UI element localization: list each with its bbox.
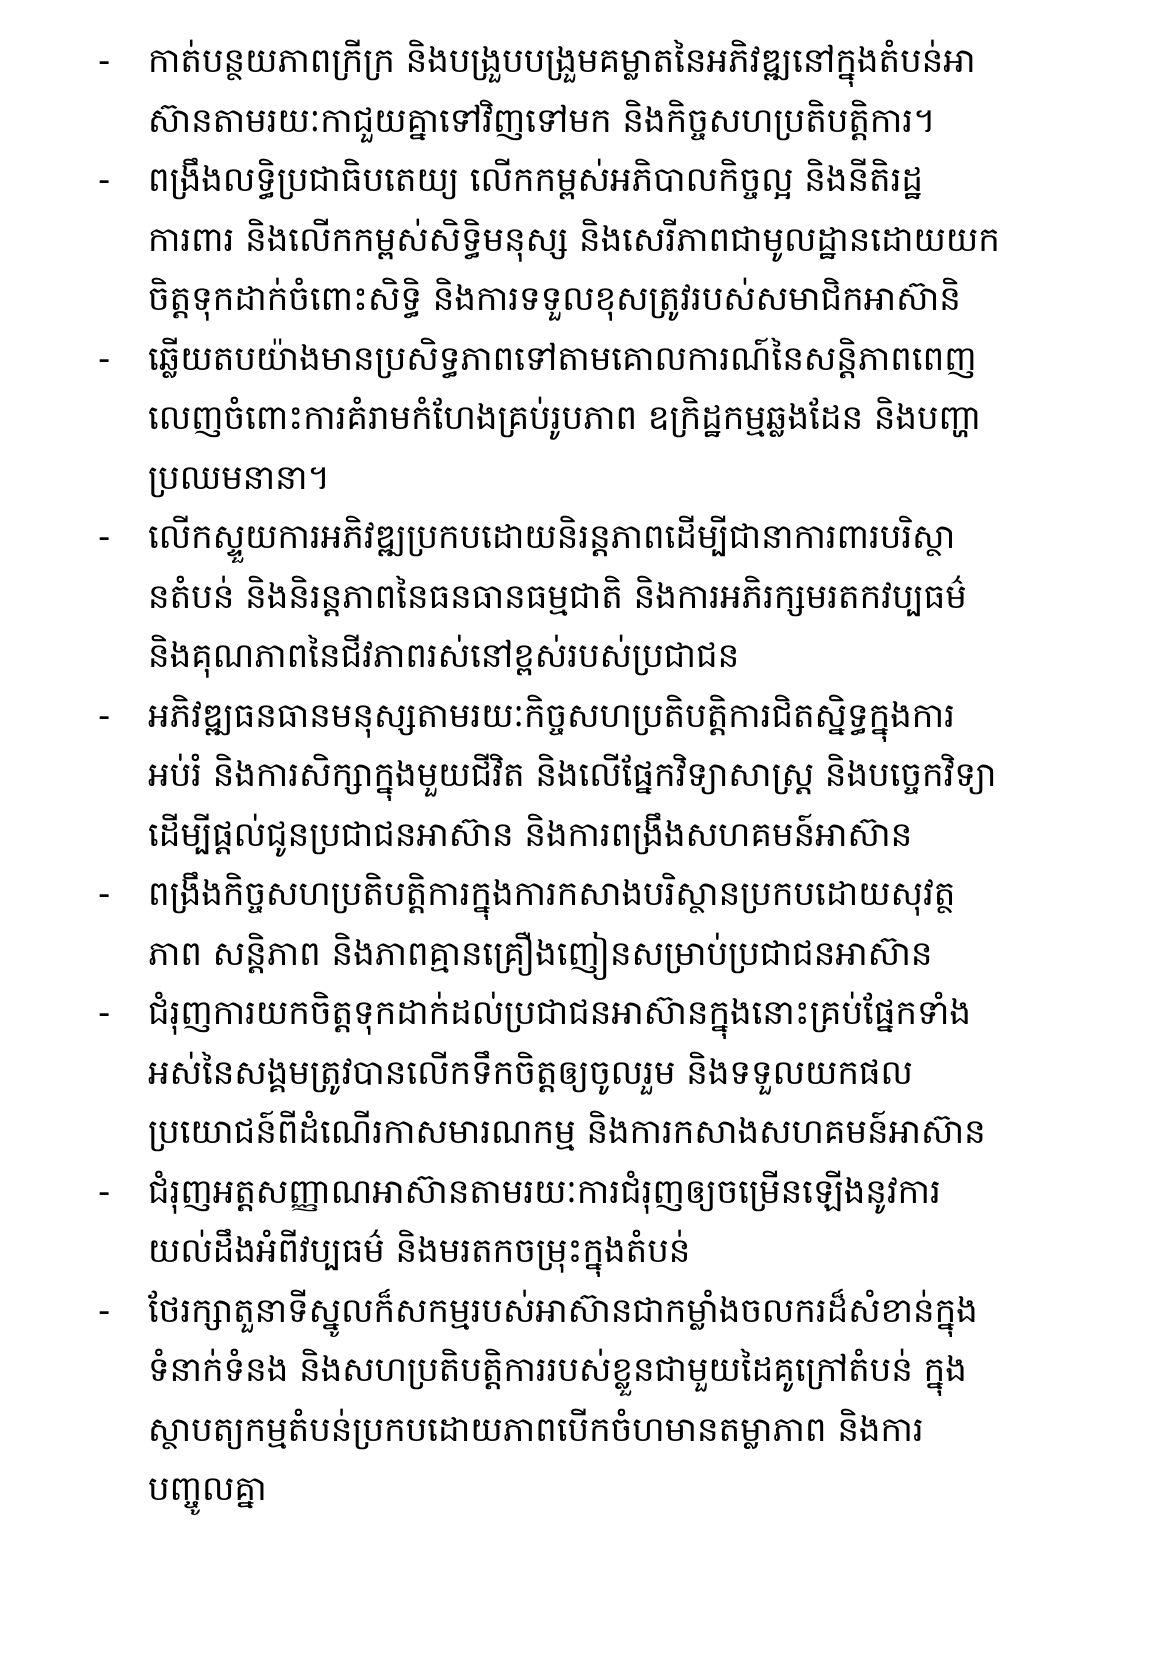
- list-item-text: ថែរក្សាតួនាទីស្នូលក៏សកម្មរបស់អាស៊ានជាកម្លាំងចលករដ៏សំខាន់ក្នុង ទំនាក់ទំនង និងសហប្រតិបត្តិការរបស់ខ្លួនជាមួយដៃគូក្រៅតំបន់ ក្នុង ស្ថាបត្យកម្មតំបន់ប្រកបដោយភាពបើកចំហមានតម្លាភាព និងការ បញ្ចូលគ្នា: [148, 1290, 978, 1509]
- bullet-marker: -: [98, 874, 111, 914]
- list-item: [0, 32, 1126, 151]
- bullet-marker: -: [98, 1171, 111, 1212]
- bullet-marker: -: [98, 1290, 111, 1331]
- list-item: [0, 687, 1126, 866]
- list-item: [0, 151, 1126, 330]
- list-item-text: អភិវឌ្ឍធនធានមនុស្សតាមរយៈកិច្ចសហប្រតិបត្តិការជិតស្និទ្ធក្នុងការ អប់រំ និងការសិក្សាក្នុងមួយជីវិត និងលើផ្នែកវិទ្យាសាស្ត្រ និងបច្ចេកវិទ្យា ដើម្បីផ្ដល់ជូនប្រជាជនអាស៊ាន និងការពង្រឹងសហគមន៍អាស៊ាន: [148, 695, 997, 855]
- list-item-text: ជំរុញការយកចិត្តទុកដាក់ដល់ប្រជាជនអាស៊ានក្នុងនោះគ្រប់ផ្នែកទាំង អស់នៃសង្គមត្រូវបានលើកទឹកចិត្តឲ្យចូលរួម និងទទួលយកផល ប្រយោជន៍ពីដំណើរកាសមារណកម្ម និងការកសាងសហគមន៍អាស៊ាន: [148, 993, 986, 1152]
- list-item-text: ពង្រឹងលទ្ធិប្រជាធិបតេយ្យ លើកកម្ពស់អភិបាលកិច្ចល្អ និងនីតិរដ្ឋ ការពារ និងលើកកម្ពស់សិទ្ធិមនុស្ស និងសេរីភាពជាមូលដ្ឋានដោយយក ចិត្តទុកដាក់ចំពោះសិទ្ធិ និងការទទួលខុសត្រូវរបស់សមាជិកអាស៊ានិ: [148, 160, 1000, 319]
- bullet-list: [0, 32, 1126, 1520]
- bullet-marker: -: [98, 41, 111, 81]
- list-item-text: លើកស្ទួយការអភិវឌ្ឍប្រកបដោយនិរន្តភាពដើម្បីជានាការពារបរិស្ថា នតំបន់ និងនិរន្តភាពនៃធនធានធម្មជាតិ និងការអភិរក្សមរតកវប្បធម៌ និងគុណភាពនៃជីវភាពរស់នៅខ្ពស់របស់ប្រជាជន: [148, 517, 967, 676]
- list-item: [0, 1282, 1126, 1520]
- list-item-text: ឆ្លើយតបយ៉ាងមានប្រសិទ្ធភាពទៅតាមគោលការណ៍នៃសន្តិភាពពេញ លេញចំពោះការគំរាមកំហែងគ្រប់រូបភាព ឧក្រិដ្ឋកម្មឆ្លងដែន និងបញ្ហា ប្រឈមនានា។: [148, 338, 982, 498]
- list-item: [0, 330, 1126, 509]
- list-item-text: កាត់បន្ថយភាពក្រីក្រ និងបង្រួបបង្រួមគម្លាតនៃអភិវឌ្ឍនៅក្នុងតំបន់អា ស៊ានតាមរយៈកាជួយគ្នាទៅវិញទៅមក និងកិច្ចសហប្រតិបត្តិការ។: [148, 41, 976, 141]
- list-item: [0, 508, 1126, 687]
- bullet-marker: -: [98, 338, 111, 379]
- list-item: [0, 984, 1126, 1163]
- list-item-text: ពង្រឹងកិច្ចសហប្រតិបត្តិការក្នុងការកសាងបរិស្ថានប្រកបដោយសុវត្ថ ភាព សន្តិភាព និងភាពគ្មានគ្រឿងញៀនសម្រាប់ប្រជាជនអាស៊ាន: [148, 874, 956, 974]
- bullet-marker: -: [98, 160, 111, 200]
- bullet-marker: -: [98, 695, 111, 736]
- list-item-text: ជំរុញអត្តសញ្ញាណអាស៊ានតាមរយៈការជំរុញឲ្យចម្រើនឡើងនូវការ យល់ដឹងអំពីវប្បធម៌ និងមរតកចម្រុះក្នុងតំបន់: [148, 1171, 941, 1271]
- list-item: [0, 865, 1126, 984]
- list-item: [0, 1163, 1126, 1282]
- bullet-marker: -: [98, 993, 111, 1033]
- bullet-marker: -: [98, 517, 111, 557]
